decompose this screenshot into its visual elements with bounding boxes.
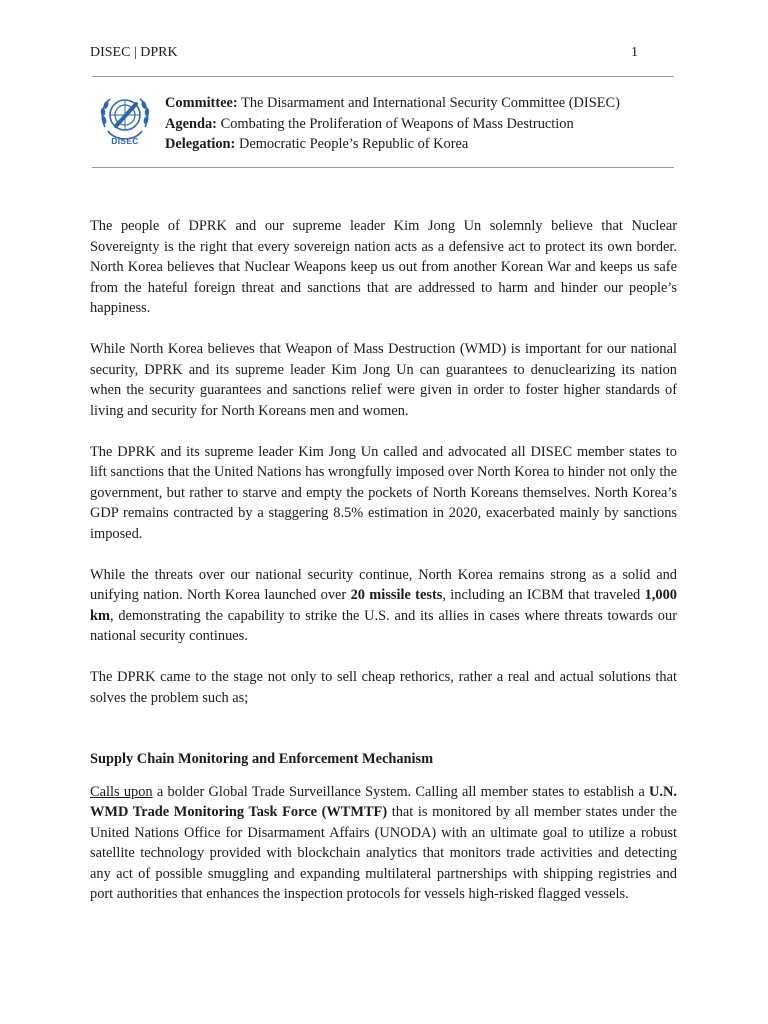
agenda-label: Agenda:	[165, 115, 217, 132]
p4-text-2: , including an ICBM that traveled	[442, 587, 645, 603]
document-body	[90, 216, 677, 905]
page-header	[90, 45, 638, 65]
logo-label: DISEC	[111, 136, 139, 146]
paragraph-3: The DPRK and its supreme leader Kim Jong Un called and advocated all DISEC member states to lift sanctions that the United Nations has wrongfully imposed over North Korea to hinder not only the government, but rather to starve and empty the pockets of North Koreans themselves. North Korea’s GDP remains contracted by a staggering 8.5% estimation in 2020, exacerbated mainly by sanctions imposed.	[90, 443, 677, 542]
agenda-row	[165, 114, 620, 135]
p4-text-3: , demonstrating the capability to strike the U.S. and its allies in cases where threats towards our national security continues.	[90, 607, 677, 644]
committee-row	[165, 93, 620, 114]
page-number: 1	[631, 45, 638, 60]
header-rule-bottom	[92, 167, 674, 168]
delegation-row	[165, 134, 620, 155]
p6-text-2: that is monitored by all member states under the United Nations Office for Disarmament Affairs (UNODA) with an ultimate goal to utilize a robust satellite technology provided with blockchain analytics that monitors trade activities and detecting any act of possible smuggling and expanding multilateral partnerships with shipping registries and port authorities that enhances the inspection protocols for vessels high-risked flagged vessels.	[90, 804, 677, 902]
paragraph-1: The people of DPRK and our supreme leader Kim Jong Un solemnly believe that Nuclear Sovereignty is the right that every sovereign nation acts as a defensive act to protect its own border. North Korea believes that Nuclear Weapons keep us out from another Korean War and keeps us safe from the hateful foreign threat and sanctions that are addressed to harm and hinder our people’s happiness.	[90, 218, 677, 316]
committee-label: Committee:	[165, 95, 238, 111]
committee-value: The Disarmament and International Security Committee (DISEC)	[241, 95, 620, 111]
calls-upon-clause: Calls upon	[90, 783, 153, 800]
p4-text-1: While the threats over our national security continue, North Korea remains strong as a solid and unifying nation. North Korea launched over	[90, 566, 677, 603]
paragraph-2: While North Korea believes that Weapon of Mass Destruction (WMD) is important for our national security, DPRK and its supreme leader Kim Jong Un can guarantees to denuclearizing its nation when the security guarantees and sanctions relief were given in order to foster higher standards of living and security for North Koreans men and women.	[90, 341, 677, 419]
section-heading: Supply Chain Monitoring and Enforcement Mechanism	[90, 751, 434, 767]
agenda-value: Combating the Proliferation of Weapons of Mass Destruction	[220, 115, 574, 132]
paragraph-4	[90, 565, 677, 647]
missile-tests-highlight: 20 missile tests	[350, 587, 443, 603]
delegation-label: Delegation:	[165, 136, 236, 152]
header-rule-top	[92, 76, 674, 77]
paragraph-6	[90, 782, 677, 905]
distance-highlight: 1,000 km	[90, 587, 677, 624]
committee-info	[165, 93, 620, 155]
paragraph-5: The DPRK came to the stage not only to sell cheap rethorics, rather a real and actual solutions that solves the problem such as;	[90, 669, 677, 706]
task-force-highlight: U.N. WMD Trade Monitoring Task Force (WTMTF)	[90, 783, 677, 820]
p6-text-1: a bolder Global Trade Surveillance System. Calling all member states to establish a	[152, 783, 650, 800]
running-title: DISEC | DPRK	[90, 45, 178, 60]
delegation-value: Democratic People’s Republic of Korea	[238, 136, 469, 152]
